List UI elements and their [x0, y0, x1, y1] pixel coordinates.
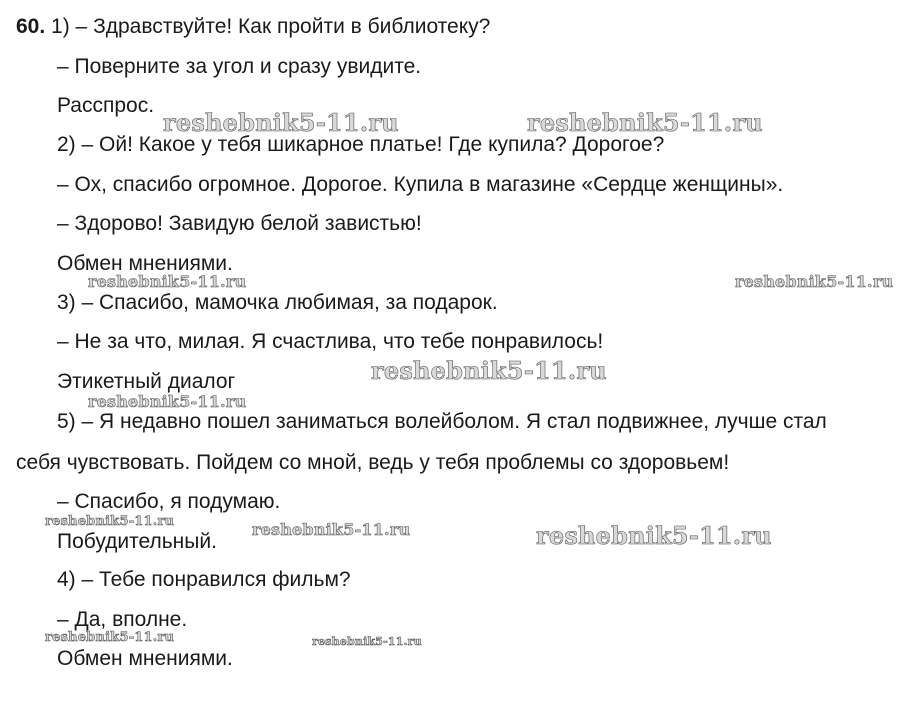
exercise-line-1	[16, 15, 490, 39]
dialog-1-answer: – Поверните за угол и сразу увидите.	[57, 55, 422, 78]
watermark: reshebnik5-11.ru	[527, 108, 763, 137]
dialog-2-type: Обмен мнениями.	[57, 252, 233, 275]
watermark: reshebnik5-11.ru	[735, 272, 894, 291]
dialog-1-type: Расспрос.	[57, 94, 155, 117]
dialog-5-line-1: 5) – Я недавно пошел заниматься волейболом. Я стал подвижнее, лучше стал	[57, 410, 827, 433]
dialog-5-type: Побудительный.	[57, 530, 217, 553]
watermark: reshebnik5-11.ru	[536, 521, 772, 550]
dialog-2-line-1: 2) – Ой! Какое у тебя шикарное платье! Где купила? Дорогое?	[57, 133, 665, 156]
dialog-1-question: 1) – Здравствуйте! Как пройти в библиотеку?	[51, 15, 491, 38]
dialog-2-line-2: – Ох, спасибо огромное. Дорогое. Купила в магазине «Сердце женщины».	[57, 173, 784, 196]
dialog-4-line-2: – Да, вполне.	[57, 608, 188, 631]
dialog-3-line-1: 3) – Спасибо, мамочка любимая, за подарок.	[57, 291, 498, 314]
watermark: reshebnik5-11.ru	[45, 630, 175, 645]
exercise-number: 60.	[16, 15, 46, 38]
watermark: reshebnik5-11.ru	[252, 520, 411, 539]
dialog-3-line-2: – Не за что, милая. Я счастлива, что тебе понравилось!	[57, 330, 604, 353]
dialog-5-line-1-cont: себя чувствовать. Пойдем со мной, ведь у тебя проблемы со здоровьем!	[16, 451, 730, 474]
dialog-5-line-2: – Спасибо, я подумаю.	[57, 490, 281, 513]
dialog-4-type: Обмен мнениями.	[57, 647, 233, 670]
watermark: reshebnik5-11.ru	[88, 392, 247, 411]
dialog-4-line-1: 4) – Тебе понравился фильм?	[57, 568, 351, 591]
watermark: reshebnik5-11.ru	[312, 635, 422, 648]
dialog-2-line-3: – Здорово! Завидую белой завистью!	[57, 212, 422, 235]
watermark: reshebnik5-11.ru	[371, 356, 607, 385]
dialog-3-type: Этикетный диалог	[57, 370, 236, 393]
watermark: reshebnik5-11.ru	[163, 108, 399, 137]
watermark: reshebnik5-11.ru	[88, 272, 247, 291]
watermark: reshebnik5-11.ru	[45, 514, 175, 529]
